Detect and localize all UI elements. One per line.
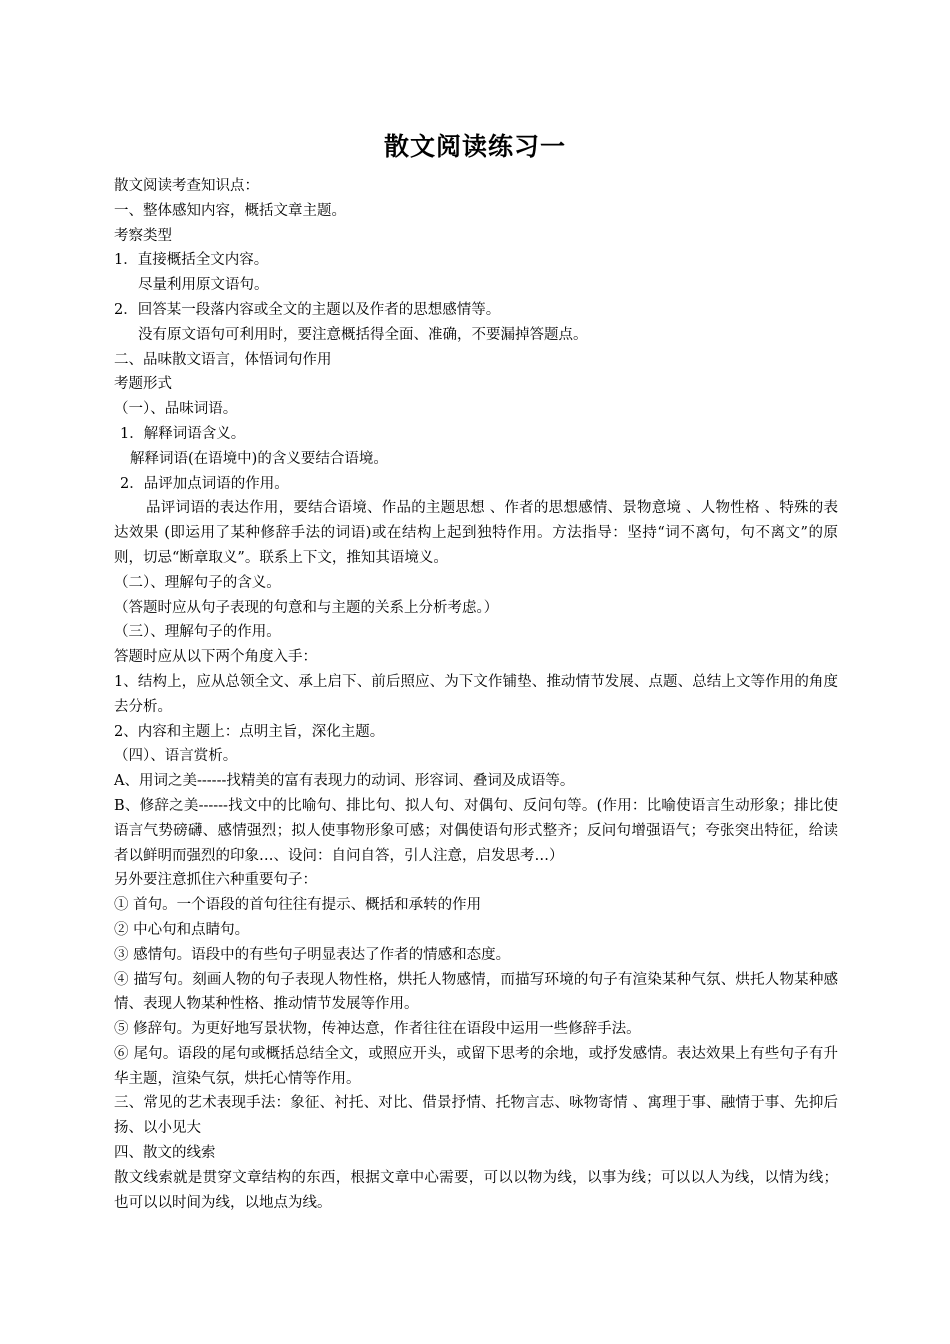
angle-content: 2、内容和主题上：点明主旨，深化主题。: [114, 723, 385, 740]
paragraph-intro: 散文阅读考查知识点：: [114, 178, 259, 194]
angle-structure: 1、结构上，应从总领全文、承上启下、前后照应、为下文作铺垫、推动情节发展、点题、总结上文等作用的角度去分析。: [114, 673, 838, 715]
subsection-heading-3: （三）、理解句子的作用。: [114, 624, 281, 641]
subheading-forms: 考题形式: [114, 376, 172, 393]
document-title: 散文阅读练习一: [383, 132, 566, 161]
subsection-item-2: 2．品评加点词语的作用。: [120, 475, 289, 492]
subsection-heading-4: （四）、语言赏析。: [114, 748, 238, 765]
section-heading-1: 一、整体感知内容，概括文章主题。: [114, 202, 346, 219]
subsection-heading-2: （二）、理解句子的含义。: [114, 574, 281, 591]
clue-paragraph: 散文线索就是贯穿文章结构的东西，根据文章中心需要，可以以物为线，以事为线；可以以人为线，以情为线；也可以以时间为线，以地点为线。: [114, 1169, 838, 1211]
subsection-heading-2-note: （答题时应从句子表现的句意和与主题的关系上分析考虑。）: [114, 599, 499, 616]
beauty-of-rhetoric: B、修辞之美------找文中的比喻句、排比句、拟人句、对偶句、反问句等。(作用：比喻使语言生动形象；排比使语言气势磅礴、感情强烈；拟人使事物形象可感；对偶使语句形式整齐；反问句增强语气；夸张突出特征，给读者以鲜明而强烈的印象…、设问：自问自答，引人注意，启发思考…）: [114, 797, 838, 864]
subheading-types: 考察类型: [114, 227, 172, 244]
sentence-type-3: ③ 感情句。语段中的有些句子明显表达了作者的情感和态度。: [114, 946, 511, 963]
section-heading-3: 三、常见的艺术表现手法：象征、衬托、对比、借景抒情、托物言志、咏物寄情 、寓理于事、融情于事、先抑后扬、以小见大: [114, 1095, 838, 1137]
subsection-item-1-note: 解释词语(在语境中)的含义要结合语境。: [130, 450, 388, 467]
beauty-of-words: A、用词之美------找精美的富有表现力的动词、形容词、叠词及成语等。: [114, 773, 575, 790]
list-item-1: 1．直接概括全文内容。: [114, 252, 269, 269]
document-body: [114, 174, 838, 1215]
subsection-item-2-paragraph: 品评词语的表达作用，要结合语境、作品的主题思想 、作者的思想感情、景物意境 、人物性格 、特殊的表达效果 (即运用了某种修辞手法的词语)或在结构上起到独特作用。方法指导：坚持“词不离句，句不离文”的原则，切忌“断章取义”。联系上下文，推知其语境义。: [114, 500, 838, 566]
sentence-type-1: ① 首句。一个语段的首句往往有提示、概括和承转的作用: [114, 897, 482, 914]
list-item-1-note: 尽量利用原文语句。: [138, 277, 269, 294]
sentence-type-6: ⑥ 尾句。语段的尾句或概括总结全文，或照应开头，或留下思考的余地，或抒发感情。表达效果上有些句子有升华主题，渲染气氛，烘托心情等作用。: [114, 1045, 838, 1087]
list-item-2: 2．回答某一段落内容或全文的主题以及作者的思想感情等。: [114, 301, 501, 318]
six-sentences-intro: 另外要注意抓住六种重要句子：: [114, 872, 317, 889]
sentence-type-2: ② 中心句和点睛句。: [114, 921, 250, 938]
section-heading-4: 四、散文的线索: [114, 1145, 216, 1162]
section-heading-2: 二、品味散文语言，体悟词句作用: [114, 351, 332, 368]
sentence-type-5: ⑤ 修辞句。为更好地写景状物，传神达意，作者往往在语段中运用一些修辞手法。: [114, 1021, 641, 1038]
sentence-type-4: ④ 描写句。刻画人物的句子表现人物性格，烘托人物感情，而描写环境的句子有渲染某种气氛、烘托人物某种感情、表现人物某种性格、推动情节发展等作用。: [114, 971, 838, 1013]
list-item-2-note: 没有原文语句可利用时，要注意概括得全面、准确，不要漏掉答题点。: [138, 326, 588, 343]
subsection-heading-1: （一）、品味词语。: [114, 401, 238, 418]
subsection-item-1: 1．解释词语含义。: [120, 425, 246, 442]
subsection-heading-3-intro: 答题时应从以下两个角度入手：: [114, 649, 317, 666]
